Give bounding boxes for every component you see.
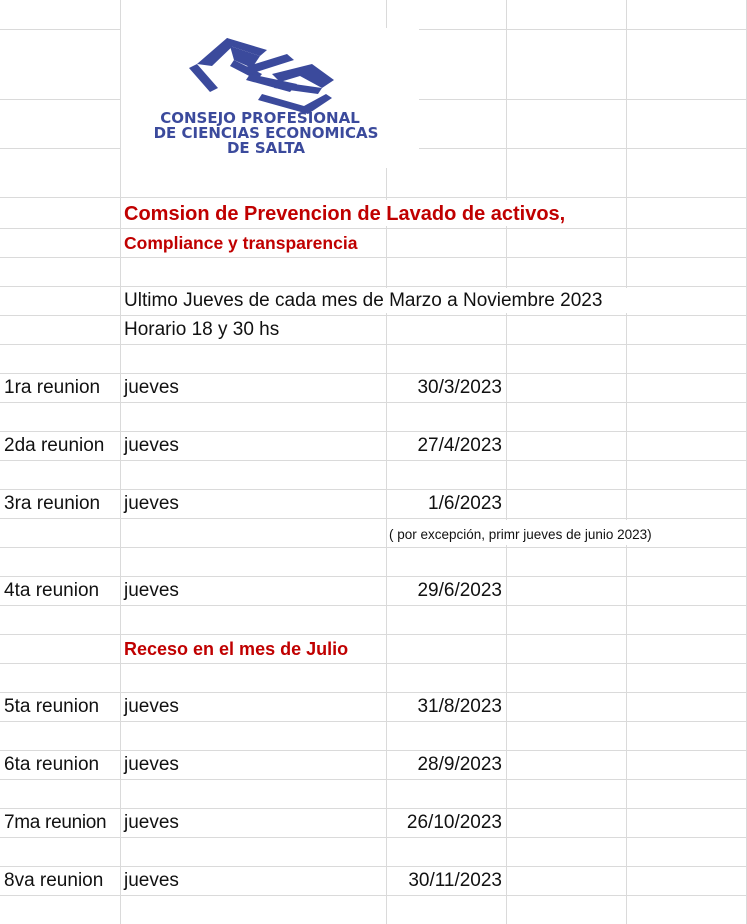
meeting-date: 28/9/2023 xyxy=(417,754,502,775)
gridline xyxy=(0,257,747,258)
schedule-text: Ultimo Jueves de cada mes de Marzo a Noviembre 2023 xyxy=(124,290,603,311)
meeting-day: jueves xyxy=(124,696,179,717)
meeting-day: jueves xyxy=(124,754,179,775)
meeting-date: 31/8/2023 xyxy=(417,696,502,717)
meeting-date: 27/4/2023 xyxy=(417,435,502,456)
meeting-date: 30/11/2023 xyxy=(408,870,502,891)
gridline xyxy=(0,286,747,287)
logo-line-1: CONSEJO PROFESIONAL xyxy=(160,109,360,127)
gridline xyxy=(0,315,747,316)
gridline xyxy=(0,663,747,664)
gridline xyxy=(0,692,747,693)
title-line-1: Comsion de Prevencion de Lavado de activos, xyxy=(124,203,566,225)
gridline xyxy=(0,605,747,606)
gridline xyxy=(0,634,747,635)
gridline xyxy=(0,779,747,780)
meeting-date: 1/6/2023 xyxy=(428,493,502,514)
meeting-label: 6ta reunion xyxy=(4,754,100,775)
gridline xyxy=(0,547,747,548)
meeting-label: 4ta reunion xyxy=(4,580,100,601)
gridline xyxy=(0,431,747,432)
gridline xyxy=(626,0,627,924)
logo-line-2: DE CIENCIAS ECONOMICAS xyxy=(153,124,379,142)
meeting-day: jueves xyxy=(124,870,179,891)
cpce-emblem-icon xyxy=(122,34,418,160)
gridline xyxy=(506,0,507,924)
meeting-label: 8va reunion xyxy=(4,870,104,891)
gridline xyxy=(0,866,747,867)
meeting-day: jueves xyxy=(124,580,179,601)
gridline xyxy=(0,373,747,374)
gridline xyxy=(0,197,747,198)
meeting-day: jueves xyxy=(124,435,179,456)
meeting-date: 26/10/2023 xyxy=(406,812,502,833)
gridline xyxy=(0,489,747,490)
meeting-label: 3ra reunion xyxy=(4,493,101,514)
gridline xyxy=(0,808,747,809)
exception-note: ( por excepción, primr jueves de junio 2023) xyxy=(389,527,652,542)
gridline xyxy=(0,402,747,403)
gridline xyxy=(0,228,747,229)
recess-notice: Receso en el mes de Julio xyxy=(124,639,349,659)
meeting-day: jueves xyxy=(124,493,179,514)
gridline xyxy=(0,518,747,519)
meeting-date: 30/3/2023 xyxy=(417,377,502,398)
title-line-2: Compliance y transparencia xyxy=(124,233,358,253)
gridline xyxy=(0,460,747,461)
meeting-label: 2da reunion xyxy=(4,435,105,456)
meeting-date: 29/6/2023 xyxy=(417,580,502,601)
gridline xyxy=(0,750,747,751)
gridline xyxy=(0,576,747,577)
cpce-logo xyxy=(122,34,418,160)
meeting-label: 1ra reunion xyxy=(4,377,101,398)
meeting-label: 5ta reunion xyxy=(4,696,100,717)
gridline xyxy=(0,837,747,838)
meeting-day: jueves xyxy=(124,812,179,833)
time-text: Horario 18 y 30 hs xyxy=(124,319,280,340)
logo-line-3: DE SALTA xyxy=(226,139,306,157)
gridline xyxy=(0,895,747,896)
gridline xyxy=(0,721,747,722)
gridline xyxy=(0,344,747,345)
meeting-label: 7ma reunion xyxy=(4,812,107,833)
meeting-day: jueves xyxy=(124,377,179,398)
